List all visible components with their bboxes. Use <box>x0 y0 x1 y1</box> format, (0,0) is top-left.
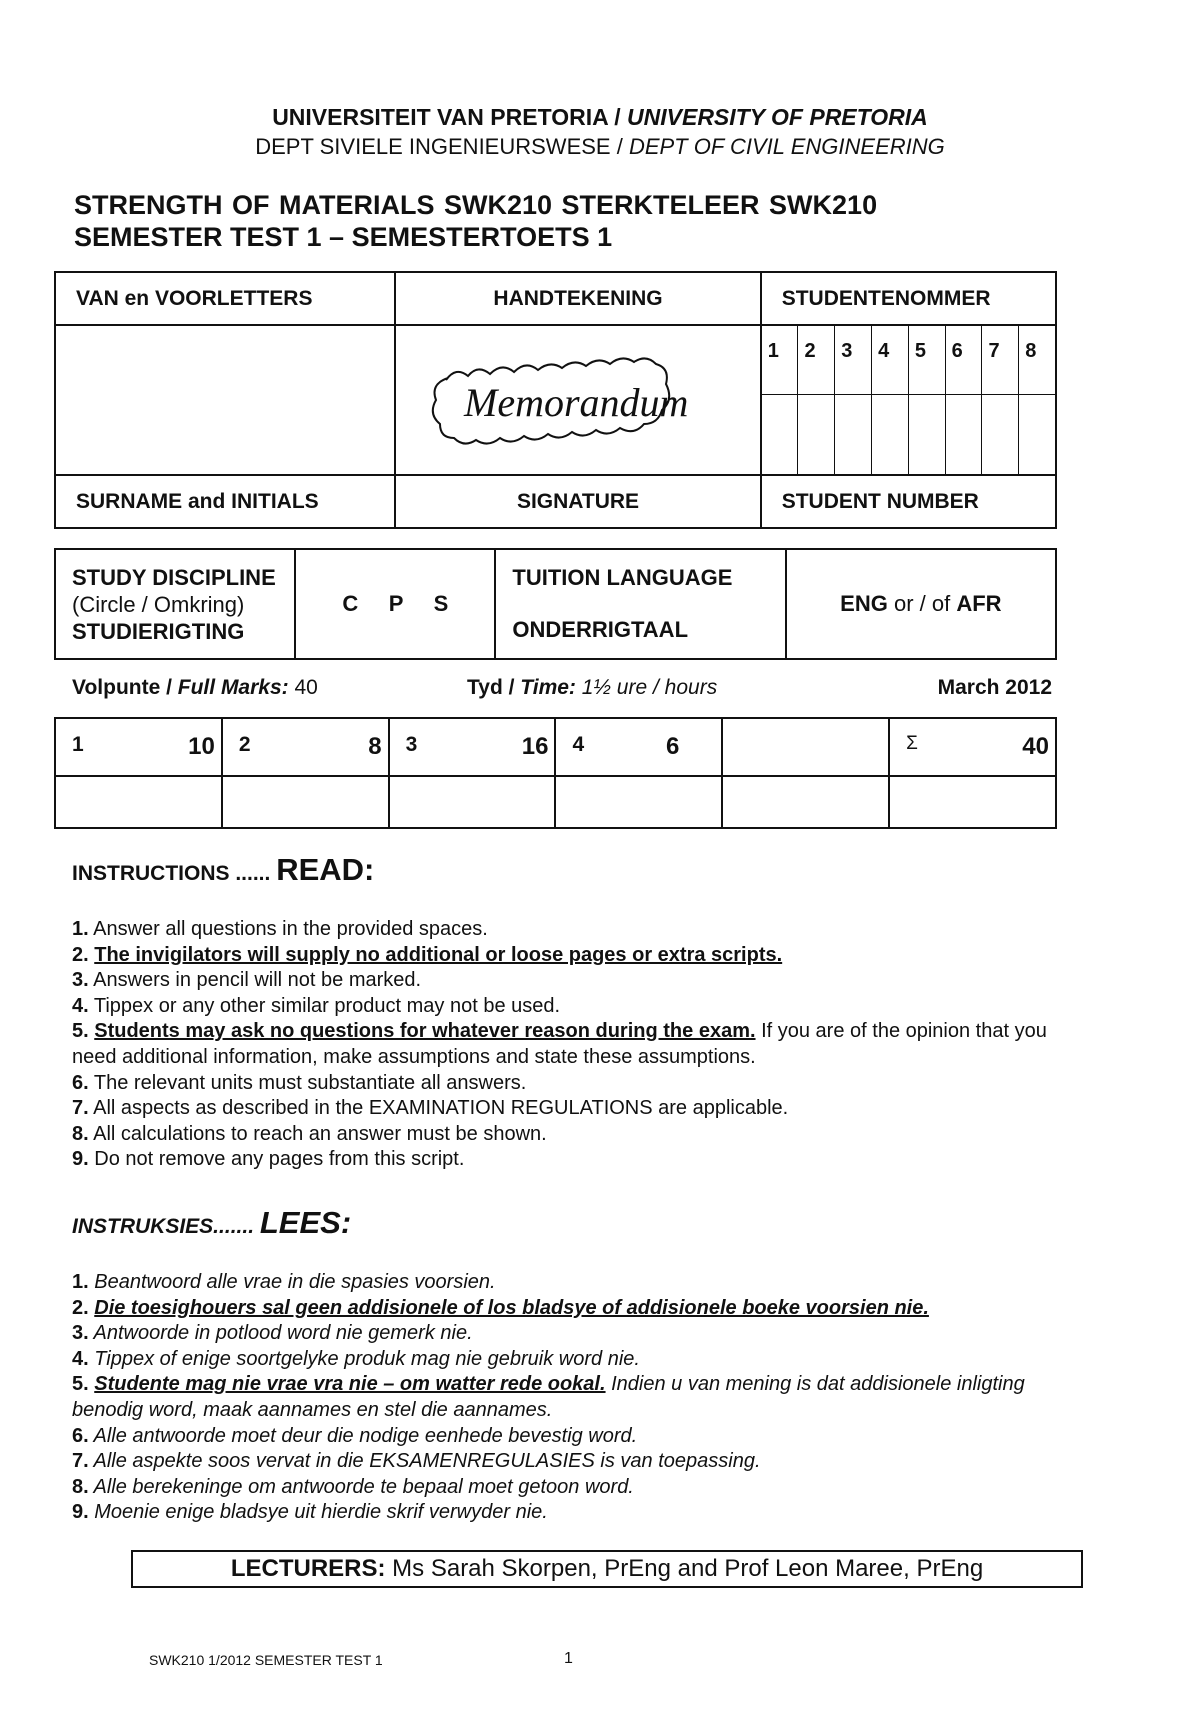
mark-cell: 4 6 <box>555 718 722 776</box>
instruction-item: 9. Do not remove any pages from this script. <box>72 1148 465 1171</box>
instruction-item: 8. Alle berekeninge om antwoorde te bepaal moet getoon word. <box>72 1475 634 1498</box>
student-number-grid <box>761 325 1056 475</box>
instruction-item: 4. Tippex or any other similar product may not be used. <box>72 994 561 1017</box>
discipline-table <box>54 548 1057 660</box>
total-mark-cell: Σ 40 <box>889 718 1056 776</box>
signature-memorandum-text: Memorandum <box>464 380 689 425</box>
course-title: STRENGTH OF MATERIALS SWK210 STERKTELEER SWK210 <box>74 190 878 220</box>
score-cell[interactable] <box>389 776 556 828</box>
student-id-table <box>54 271 1057 529</box>
instruction-item: 5. Studente mag nie vrae vra nie – om watter rede ookal. Indien u van mening is dat addisionele inligting benodig word, maak aannames en stel die aannames. <box>72 1373 1025 1421</box>
department-title: DEPT SIVIELE INGENIEURSWESE / DEPT OF CIVIL ENGINEERING <box>255 134 945 159</box>
instruction-item: 9. Moenie enige bladsye uit hierdie skrif verwyder nie. <box>72 1501 548 1524</box>
study-discipline-label: STUDY DISCIPLINE (Circle / Omkring) STUDIERIGTING <box>55 549 295 659</box>
instruction-item: 1. Answer all questions in the provided spaces. <box>72 918 488 940</box>
score-cell[interactable] <box>722 776 889 828</box>
instruction-item: 5. Students may ask no questions for whatever reason during the exam. If you are of the opinion that you need additional information, make assumptions and state these assumptions. <box>72 1020 1047 1068</box>
instruction-item: 3. Answers in pencil will not be marked. <box>72 969 422 992</box>
score-cell[interactable] <box>555 776 722 828</box>
surname-label-af: VAN en VOORLETTERS <box>55 272 395 325</box>
footer-text: SWK210 1/2012 SEMESTER TEST 1 <box>149 1652 383 1668</box>
surname-label-en: SURNAME and INITIALS <box>55 475 395 528</box>
page-number: 1 <box>564 1650 573 1667</box>
instructions-list-en <box>72 917 1072 1173</box>
tuition-language-label: TUITION LANGUAGE ONDERRIGTAAL <box>495 549 785 659</box>
instructions-list-af <box>72 1270 1072 1526</box>
signature-label-af: HANDTEKENING <box>395 272 760 325</box>
mark-cell <box>722 718 889 776</box>
instruction-item: 7. All aspects as described in the EXAMINATION REGULATIONS are applicable. <box>72 1097 789 1120</box>
score-cell[interactable] <box>55 776 222 828</box>
instruction-item: 2. The invigilators will supply no additional or loose pages or extra scripts. <box>72 943 783 966</box>
instruction-item: 7. Alle aspekte soos vervat in die EKSAMENREGULASIES is van toepassing. <box>72 1450 761 1473</box>
mark-cell: 3 16 <box>389 718 556 776</box>
student-number-digits: 1 2 3 4 5 6 7 8 <box>762 326 1055 394</box>
student-number-boxes[interactable] <box>762 394 1055 474</box>
instruksies-heading: INSTRUKSIES....... LEES: <box>72 1205 352 1240</box>
total-score-cell[interactable] <box>889 776 1056 828</box>
instruction-item: 2. Die toesighouers sal geen addisionele of los bladsye of addisionele boeke voorsien nie. <box>72 1296 929 1319</box>
memorandum-signature-stamp <box>416 340 756 460</box>
marks-table <box>54 717 1057 829</box>
instruction-item: 1. Beantwoord alle vrae in die spasies voorsien. <box>72 1271 496 1293</box>
instruction-item: 8. All calculations to reach an answer must be shown. <box>72 1122 547 1145</box>
instruction-item: 6. Alle antwoorde moet deur die nodige eenhede bevestig word. <box>72 1424 638 1447</box>
surname-field[interactable] <box>55 325 395 475</box>
instruction-item: 6. The relevant units must substantiate all answers. <box>72 1071 527 1094</box>
studentno-label-af: STUDENTENOMMER <box>761 272 1056 325</box>
studentno-label-en: STUDENT NUMBER <box>761 475 1056 528</box>
mark-cell: 2 8 <box>222 718 389 776</box>
signature-label-en: SIGNATURE <box>395 475 760 528</box>
language-options[interactable]: ENG or / of AFR <box>786 549 1056 659</box>
instructions-heading: INSTRUCTIONS ...... READ: <box>72 852 375 887</box>
instruction-item: 3. Antwoorde in potlood word nie gemerk nie. <box>72 1322 473 1345</box>
instruction-item: 4. Tippex of enige soortgelyke produk mag nie gebruik word nie. <box>72 1347 640 1370</box>
mark-cell: 1 10 <box>55 718 222 776</box>
lecturers-box: LECTURERS: Ms Sarah Skorpen, PrEng and Prof Leon Maree, PrEng <box>131 1550 1083 1588</box>
signature-field[interactable] <box>395 325 760 475</box>
score-cell[interactable] <box>222 776 389 828</box>
discipline-options[interactable]: C P S <box>295 549 495 659</box>
university-title: UNIVERSITEIT VAN PRETORIA / UNIVERSITY OF PRETORIA <box>272 104 928 130</box>
test-title: SEMESTER TEST 1 – SEMESTERTOETS 1 <box>74 222 613 252</box>
